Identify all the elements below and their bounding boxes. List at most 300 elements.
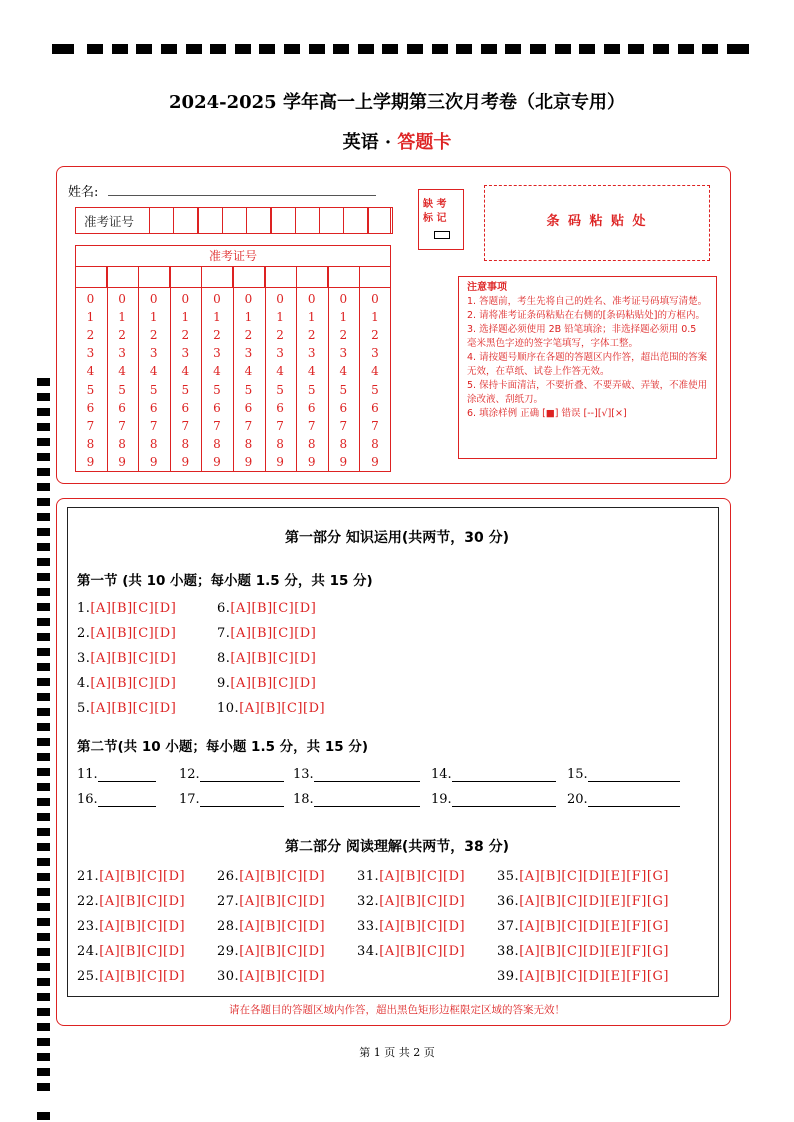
- digit-bubble[interactable]: 8: [181, 436, 190, 451]
- digit-bubble[interactable]: 5: [149, 382, 158, 397]
- timing-mark: [210, 44, 226, 54]
- timing-mark: [37, 948, 50, 956]
- fill-blank: [77, 767, 156, 782]
- digit-bubble[interactable]: 6: [181, 400, 190, 415]
- digit-bubble[interactable]: 7: [118, 418, 126, 433]
- timing-mark: [284, 44, 300, 54]
- digit-bubble[interactable]: 5: [213, 382, 221, 397]
- digit-bubble[interactable]: 2: [181, 328, 190, 343]
- digit-bubble[interactable]: 3: [118, 346, 126, 361]
- mc-question: [217, 676, 316, 691]
- digit-bubble[interactable]: 6: [244, 400, 253, 415]
- answer-options[interactable]: [A][B][C][D]: [230, 626, 317, 641]
- question-number: 4.: [77, 676, 91, 691]
- answer-line[interactable]: [452, 767, 556, 782]
- digit-bubble[interactable]: 7: [244, 418, 253, 433]
- digit-bubble[interactable]: 1: [244, 310, 253, 325]
- digit-bubble[interactable]: 2: [149, 328, 158, 343]
- question-number: 36.: [497, 894, 520, 909]
- question-number: 6.: [217, 601, 231, 616]
- digit-bubble[interactable]: 1: [276, 310, 284, 325]
- timing-mark: [555, 44, 571, 54]
- digit-bubble[interactable]: 5: [244, 382, 253, 397]
- digit-bubble[interactable]: 0: [244, 292, 253, 306]
- question-number: 18.: [293, 792, 314, 807]
- mc-question: [217, 944, 325, 959]
- digit-bubble[interactable]: 8: [276, 436, 284, 451]
- question-number: 24.: [77, 944, 100, 959]
- subject-label: 英语 ·: [342, 132, 398, 153]
- timing-mark: [37, 498, 50, 506]
- digit-bubble[interactable]: 9: [339, 454, 348, 469]
- timing-mark: [37, 738, 50, 746]
- question-number: 22.: [77, 894, 100, 909]
- timing-mark: [37, 573, 50, 581]
- question-number: 2.: [77, 626, 91, 641]
- digit-bubble[interactable]: 9: [149, 454, 158, 469]
- fill-blank: [431, 767, 556, 782]
- digit-bubble[interactable]: 0: [307, 292, 316, 306]
- digit-bubble[interactable]: 9: [307, 454, 316, 469]
- mc-question: [77, 601, 176, 616]
- digit-bubble[interactable]: 2: [118, 328, 126, 343]
- exam-number-cell[interactable]: [149, 207, 174, 234]
- answer-line[interactable]: [200, 792, 284, 807]
- digit-write-cell[interactable]: [75, 266, 107, 288]
- mc-question: [497, 894, 669, 909]
- answer-line[interactable]: [452, 792, 556, 807]
- answer-options[interactable]: [A][B][C][D]: [99, 894, 186, 909]
- digit-bubble[interactable]: 5: [181, 382, 190, 397]
- timing-mark: [37, 408, 50, 416]
- timing-mark: [432, 44, 448, 54]
- digit-bubble[interactable]: 3: [244, 346, 253, 361]
- digit-bubble[interactable]: 4: [276, 364, 284, 379]
- digit-bubble[interactable]: 6: [149, 400, 158, 415]
- digit-bubble[interactable]: 3: [371, 346, 379, 361]
- timing-mark: [456, 44, 472, 54]
- question-number: 27.: [217, 894, 240, 909]
- answer-options[interactable]: [A][B][C][D]: [99, 919, 186, 934]
- digit-bubble[interactable]: 7: [276, 418, 284, 433]
- answer-options[interactable]: [A][B][C][D][E][F][G]: [519, 919, 669, 934]
- digit-bubble[interactable]: 8: [371, 436, 379, 451]
- digit-bubble[interactable]: 4: [213, 364, 221, 379]
- fill-blank: [293, 792, 420, 807]
- question-number: 30.: [217, 969, 240, 984]
- digit-bubble[interactable]: 1: [86, 310, 95, 325]
- fill-blank: [77, 792, 156, 807]
- digit-bubble[interactable]: 6: [307, 400, 316, 415]
- timing-mark: [505, 44, 521, 54]
- mc-question: [77, 701, 176, 716]
- answer-options[interactable]: [A][B][C][D]: [99, 869, 186, 884]
- answer-options[interactable]: [A][B][C][D]: [239, 701, 326, 716]
- digit-bubble[interactable]: 4: [244, 364, 253, 379]
- timing-mark: [87, 44, 103, 54]
- digit-bubble[interactable]: 1: [307, 310, 316, 325]
- question-number: 34.: [357, 944, 380, 959]
- answer-options[interactable]: [A][B][C][D]: [90, 601, 177, 616]
- timing-mark: [259, 44, 275, 54]
- digit-bubble[interactable]: 2: [213, 328, 221, 343]
- timing-mark: [37, 723, 50, 731]
- digit-bubble[interactable]: 3: [307, 346, 316, 361]
- digit-bubble[interactable]: 5: [118, 382, 126, 397]
- exam-number-cell[interactable]: [368, 207, 393, 234]
- fill-blank: [567, 792, 680, 807]
- timing-mark: [37, 603, 50, 611]
- part1-section2-title: 第二节(共 10 小题；每小题 1.5 分，共 15 分): [77, 739, 369, 755]
- exam-number-cell[interactable]: [319, 207, 344, 234]
- answer-options[interactable]: [A][B][C][D]: [99, 944, 186, 959]
- mc-question: [217, 626, 316, 641]
- digit-bubble[interactable]: 4: [339, 364, 348, 379]
- mc-question: [497, 869, 669, 884]
- digit-bubble[interactable]: 2: [339, 328, 348, 343]
- timing-mark: [37, 918, 50, 926]
- timing-mark: [37, 828, 50, 836]
- digit-bubble[interactable]: 3: [86, 346, 95, 361]
- digit-bubble[interactable]: 9: [181, 454, 190, 469]
- part2-title: 第二部分 阅读理解(共两节，38 分): [284, 839, 510, 855]
- mc-question: [77, 969, 185, 984]
- fill-blank: [179, 767, 284, 782]
- timing-mark: [653, 44, 669, 54]
- timing-mark: [112, 44, 128, 54]
- digit-bubble[interactable]: 6: [118, 400, 126, 415]
- digit-bubble[interactable]: 8: [339, 436, 348, 451]
- timing-mark: [37, 588, 50, 596]
- digit-bubble[interactable]: 1: [149, 310, 158, 325]
- digit-bubble[interactable]: 2: [86, 328, 95, 343]
- timing-mark: [37, 468, 50, 476]
- digit-bubble[interactable]: 9: [118, 454, 126, 469]
- timing-mark: [37, 993, 50, 1001]
- instruction-item: 2. 请将准考证条码粘贴在右侧的[条码粘贴处]的方框内。: [467, 310, 705, 321]
- mc-question: [77, 869, 185, 884]
- timing-mark: [37, 393, 50, 401]
- digit-bubble[interactable]: 4: [86, 364, 95, 379]
- digit-bubble[interactable]: 7: [307, 418, 316, 433]
- digit-bubble[interactable]: 0: [149, 292, 158, 306]
- digit-write-cell[interactable]: [328, 266, 360, 288]
- digit-bubble[interactable]: 1: [213, 310, 221, 325]
- digit-bubble[interactable]: 0: [339, 292, 348, 306]
- timing-mark: [530, 44, 546, 54]
- timing-mark: [37, 693, 50, 701]
- footer-warning: 请在各题目的答题区域内作答，超出黑色矩形边框限定区域的答案无效！: [229, 1004, 565, 1016]
- digit-bubble[interactable]: 3: [276, 346, 284, 361]
- instruction-item: 4. 请按题号顺序在各题的答题区内作答，超出范围的答案无效，在草纸、试卷上作答无效。: [467, 352, 708, 377]
- digit-bubble[interactable]: 7: [86, 418, 95, 433]
- exam-number-cell[interactable]: [198, 207, 223, 234]
- question-number: 28.: [217, 919, 240, 934]
- timing-mark: [37, 858, 50, 866]
- digit-bubble[interactable]: 9: [213, 454, 221, 469]
- mc-question: [77, 676, 176, 691]
- timing-mark: [37, 558, 50, 566]
- exam-number-cell[interactable]: [343, 207, 368, 234]
- timing-mark: [37, 678, 50, 686]
- timing-mark: [37, 618, 50, 626]
- mc-question: [77, 944, 185, 959]
- answer-options[interactable]: [A][B][C][D]: [239, 894, 326, 909]
- digit-bubble[interactable]: 8: [213, 436, 221, 451]
- timing-mark: [702, 44, 718, 54]
- fill-blank: [293, 767, 420, 782]
- digit-write-cell[interactable]: [201, 266, 233, 288]
- question-number: 11.: [77, 767, 98, 782]
- timing-mark: [309, 44, 325, 54]
- digit-bubble[interactable]: 8: [307, 436, 316, 451]
- digit-write-cell[interactable]: [170, 266, 202, 288]
- top-timing-marks: [52, 44, 745, 55]
- digit-bubble[interactable]: 2: [276, 328, 284, 343]
- digit-bubble[interactable]: 1: [181, 310, 190, 325]
- answer-options[interactable]: [A][B][C][D]: [239, 969, 326, 984]
- digit-bubble[interactable]: 5: [339, 382, 348, 397]
- answer-options[interactable]: [A][B][C][D]: [379, 944, 466, 959]
- digit-write-cell[interactable]: [107, 266, 139, 288]
- timing-mark: [333, 44, 349, 54]
- timing-mark: [161, 44, 177, 54]
- digit-bubble[interactable]: 5: [307, 382, 316, 397]
- answer-options[interactable]: [A][B][C][D]: [379, 894, 466, 909]
- instruction-item: 1. 答题前，考生先将自己的姓名、准考证号码填写清楚。: [467, 296, 708, 307]
- mc-question: [357, 869, 465, 884]
- timing-mark: [37, 768, 50, 776]
- mc-question: [77, 651, 176, 666]
- answer-options[interactable]: [A][B][C][D]: [230, 651, 317, 666]
- answer-line[interactable]: [200, 767, 284, 782]
- answer-options[interactable]: [A][B][C][D]: [90, 626, 177, 641]
- timing-mark: [37, 453, 50, 461]
- digit-bubble[interactable]: 1: [339, 310, 348, 325]
- digit-bubble[interactable]: 7: [213, 418, 221, 433]
- timing-mark: [235, 44, 251, 54]
- digit-bubble[interactable]: 9: [86, 454, 95, 469]
- question-number: 8.: [217, 651, 231, 666]
- digit-bubble[interactable]: 7: [371, 418, 379, 433]
- question-number: 14.: [431, 767, 452, 782]
- digit-bubble[interactable]: 6: [276, 400, 284, 415]
- answer-options[interactable]: [A][B][C][D][E][F][G]: [519, 944, 669, 959]
- digit-bubble[interactable]: 4: [371, 364, 379, 379]
- timing-mark: [407, 44, 423, 54]
- mc-question: [217, 869, 325, 884]
- answer-options[interactable]: [A][B][C][D][E][F][G]: [519, 869, 669, 884]
- timing-mark: [37, 378, 50, 386]
- question-number: 38.: [497, 944, 520, 959]
- absent-mark-box: [418, 189, 464, 250]
- digit-bubble[interactable]: 3: [339, 346, 348, 361]
- timing-mark: [52, 44, 74, 54]
- digit-bubble[interactable]: 9: [371, 454, 379, 469]
- question-number: 23.: [77, 919, 100, 934]
- digit-bubble[interactable]: 8: [118, 436, 126, 451]
- question-number: 3.: [77, 651, 91, 666]
- question-number: 20.: [567, 792, 588, 807]
- digit-bubble[interactable]: 7: [339, 418, 348, 433]
- answer-options[interactable]: [A][B][C][D]: [379, 919, 466, 934]
- timing-mark: [37, 888, 50, 896]
- timing-mark: [37, 1083, 50, 1091]
- timing-mark: [37, 633, 50, 641]
- digit-bubble[interactable]: 2: [244, 328, 253, 343]
- timing-mark: [37, 1112, 50, 1120]
- digit-bubble[interactable]: 6: [371, 400, 379, 415]
- exam-number-cell[interactable]: [173, 207, 198, 234]
- instructions-title: 注意事项: [467, 282, 507, 293]
- digit-bubble[interactable]: 5: [276, 382, 284, 397]
- digit-bubble[interactable]: 0: [86, 292, 95, 306]
- answer-line[interactable]: [588, 767, 680, 782]
- mc-question: [217, 651, 316, 666]
- digit-bubble[interactable]: 4: [149, 364, 158, 379]
- timing-mark: [37, 1068, 50, 1076]
- question-number: 9.: [217, 676, 231, 691]
- exam-number-cell[interactable]: [295, 207, 320, 234]
- exam-number-cell[interactable]: [222, 207, 247, 234]
- answer-line[interactable]: [314, 767, 420, 782]
- digit-bubble[interactable]: 0: [213, 292, 221, 306]
- question-number: 1.: [77, 601, 91, 616]
- digit-bubble[interactable]: 3: [149, 346, 158, 361]
- page-number: 第 1 页 共 2 页: [359, 1046, 435, 1059]
- question-number: 10.: [217, 701, 240, 716]
- mc-question: [217, 601, 316, 616]
- question-number: 5.: [77, 701, 91, 716]
- mc-question: [217, 919, 325, 934]
- answer-options[interactable]: [A][B][C][D]: [239, 919, 326, 934]
- digit-bubble[interactable]: 2: [307, 328, 316, 343]
- question-number: 37.: [497, 919, 520, 934]
- name-field[interactable]: [108, 195, 376, 196]
- digit-bubble[interactable]: 9: [276, 454, 284, 469]
- question-number: 39.: [497, 969, 520, 984]
- timing-mark: [37, 873, 50, 881]
- timing-mark: [136, 44, 152, 54]
- fill-blank: [431, 792, 556, 807]
- answer-options[interactable]: [A][B][C][D]: [90, 701, 177, 716]
- digit-bubble[interactable]: 8: [244, 436, 253, 451]
- answer-options[interactable]: [A][B][C][D]: [239, 944, 326, 959]
- barcode-area: 条 码 粘 贴 处: [484, 185, 710, 261]
- answer-options[interactable]: [A][B][C][D]: [90, 676, 177, 691]
- question-number: 35.: [497, 869, 520, 884]
- page-title: 2024-2025 学年高一上学期第三次月考卷（北京专用）: [169, 92, 625, 113]
- timing-mark: [37, 978, 50, 986]
- digit-bubble[interactable]: 0: [276, 292, 284, 306]
- answer-options[interactable]: [A][B][C][D]: [230, 676, 317, 691]
- page-subtitle: [0, 128, 794, 154]
- digit-bubble[interactable]: 5: [371, 382, 379, 397]
- digit-bubble[interactable]: 6: [86, 400, 95, 415]
- timing-mark: [37, 753, 50, 761]
- question-number: 15.: [567, 767, 588, 782]
- answer-options[interactable]: [A][B][C][D]: [239, 869, 326, 884]
- digit-bubble[interactable]: 9: [244, 454, 253, 469]
- timing-mark: [579, 44, 595, 54]
- answer-line[interactable]: [588, 792, 680, 807]
- question-number: 13.: [293, 767, 314, 782]
- answer-options[interactable]: [A][B][C][D]: [230, 601, 317, 616]
- timing-mark: [37, 933, 50, 941]
- mc-question: [497, 944, 669, 959]
- mc-question: [217, 969, 325, 984]
- question-number: 25.: [77, 969, 100, 984]
- timing-mark: [727, 44, 749, 54]
- timing-mark: [186, 44, 202, 54]
- question-number: 7.: [217, 626, 231, 641]
- question-number: 32.: [357, 894, 380, 909]
- absent-label-2: 标 记: [423, 213, 447, 224]
- timing-mark: [628, 44, 644, 54]
- answer-line[interactable]: [98, 792, 156, 807]
- fill-blank: [179, 792, 284, 807]
- answer-line[interactable]: [314, 792, 420, 807]
- timing-mark: [37, 1023, 50, 1031]
- digit-bubble[interactable]: 3: [181, 346, 190, 361]
- answer-options[interactable]: [A][B][C][D]: [99, 969, 186, 984]
- answer-options[interactable]: [A][B][C][D]: [379, 869, 466, 884]
- timing-mark: [37, 708, 50, 716]
- digit-write-cell[interactable]: [359, 266, 391, 288]
- digit-bubble[interactable]: 5: [86, 382, 95, 397]
- mc-question: [357, 919, 465, 934]
- answer-options[interactable]: [A][B][C][D][E][F][G]: [519, 894, 669, 909]
- digit-bubble[interactable]: 7: [149, 418, 158, 433]
- absent-checkbox[interactable]: [434, 231, 450, 239]
- digit-bubble[interactable]: 1: [371, 310, 379, 325]
- mc-question: [77, 919, 185, 934]
- digit-bubble[interactable]: 1: [118, 310, 126, 325]
- answer-options[interactable]: [A][B][C][D]: [90, 651, 177, 666]
- digit-bubble[interactable]: 4: [307, 364, 316, 379]
- question-number: 31.: [357, 869, 380, 884]
- answer-line[interactable]: [98, 767, 156, 782]
- digit-write-cell[interactable]: [296, 266, 328, 288]
- mc-question: [497, 919, 669, 934]
- instruction-item: 3. 选择题必须使用 2B 铅笔填涂；非选择题必须用 0.5 毫米黑色字迹的签字笔填写，字体工整。: [467, 324, 697, 349]
- digit-bubble[interactable]: 0: [118, 292, 126, 306]
- digit-bubble[interactable]: 6: [339, 400, 348, 415]
- exam-number-cell[interactable]: [271, 207, 296, 234]
- digit-bubble[interactable]: 3: [213, 346, 221, 361]
- timing-mark: [382, 44, 398, 54]
- digit-bubble[interactable]: 0: [181, 292, 190, 306]
- digit-write-cell[interactable]: [233, 266, 265, 288]
- question-number: 16.: [77, 792, 98, 807]
- digit-bubble[interactable]: 7: [181, 418, 190, 433]
- timing-mark: [37, 963, 50, 971]
- digit-bubble[interactable]: 4: [181, 364, 190, 379]
- digit-bubble[interactable]: 2: [371, 328, 379, 343]
- timing-mark: [37, 903, 50, 911]
- digit-bubble[interactable]: 4: [118, 364, 126, 379]
- digit-write-cell[interactable]: [265, 266, 297, 288]
- digit-write-cell[interactable]: [138, 266, 170, 288]
- answer-options[interactable]: [A][B][C][D][E][F][G]: [519, 969, 669, 984]
- digit-bubble[interactable]: 8: [86, 436, 95, 451]
- digit-bubble[interactable]: 8: [149, 436, 158, 451]
- digit-bubble[interactable]: 0: [371, 292, 379, 306]
- grid-title: 准考证号: [75, 245, 391, 267]
- digit-bubble[interactable]: 6: [213, 400, 221, 415]
- exam-number-cell[interactable]: [246, 207, 271, 234]
- instructions-box: [458, 276, 717, 459]
